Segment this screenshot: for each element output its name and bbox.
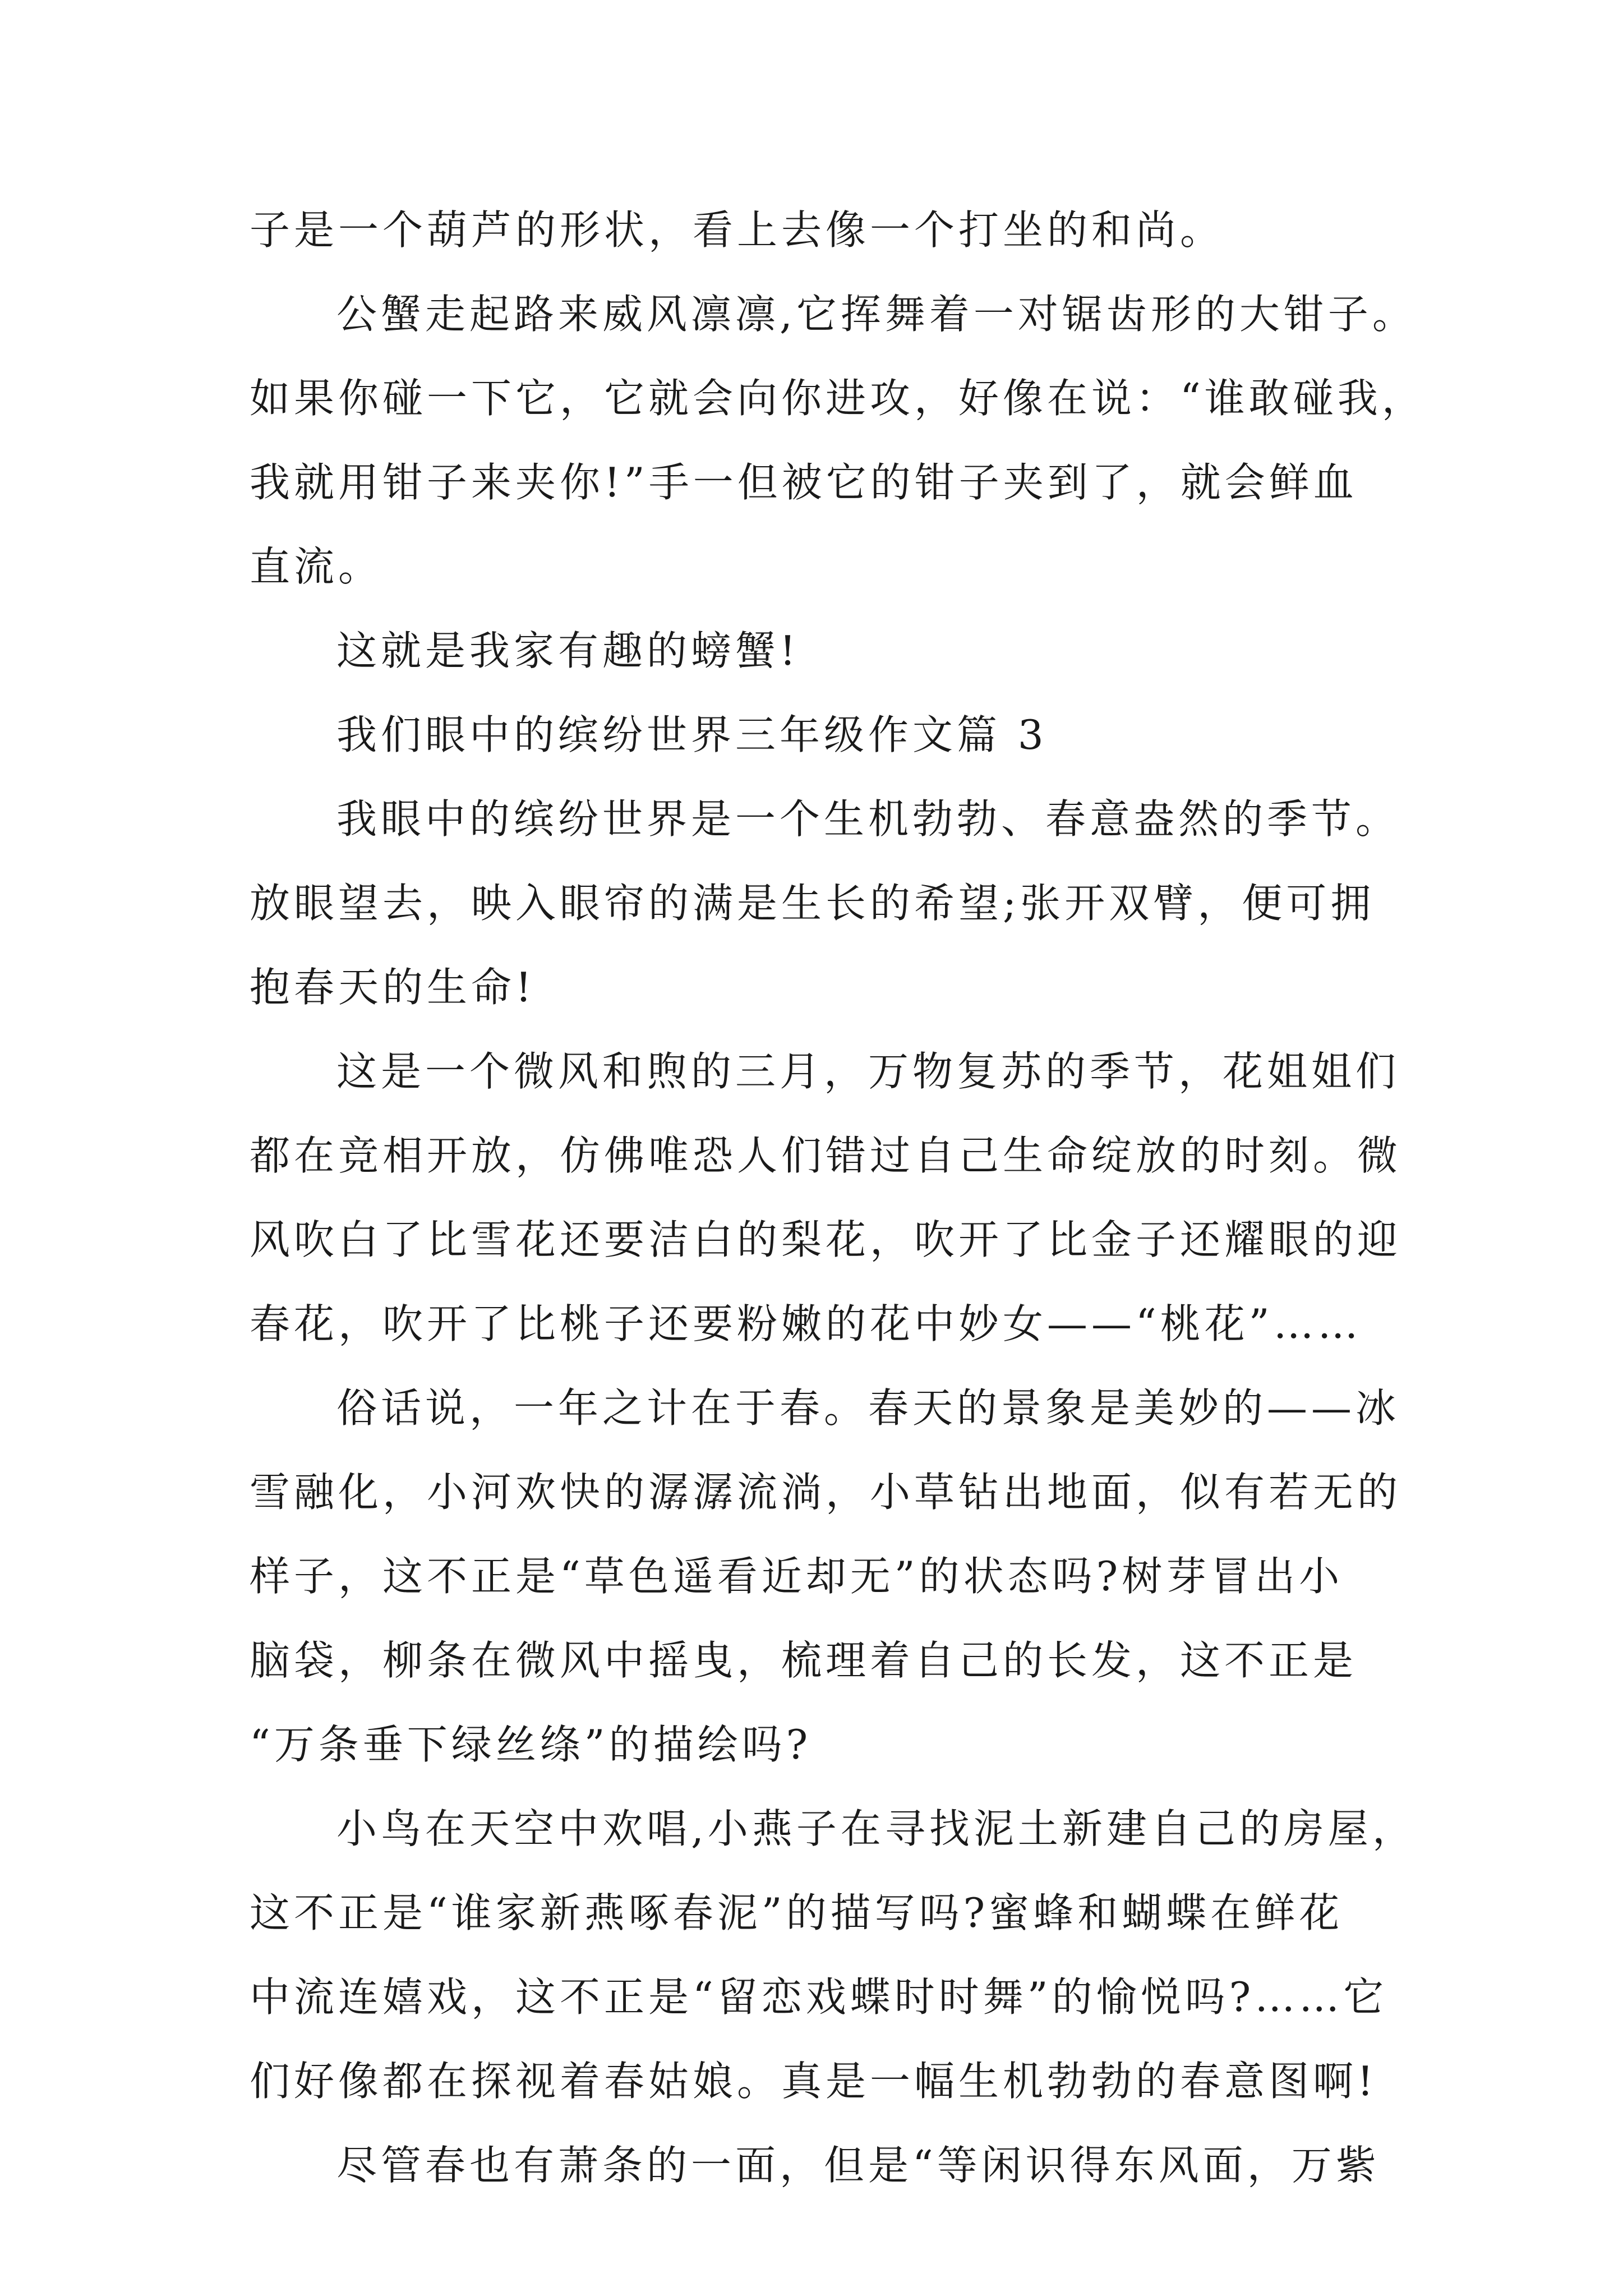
paragraph-first-line: 尽管春也有萧条的一面，但是“等闲识得东风面，万紫 <box>336 2142 1380 2189</box>
text-line: 我就用钳子来夹你!”手一但被它的钳子夹到了，就会鲜血 <box>250 459 1358 506</box>
text-line: 子是一个葫芦的形状，看上去像一个打坐的和尚。 <box>250 206 1225 254</box>
text-line: 们好像都在探视着春姑娘。真是一幅生机勃勃的春意图啊! <box>250 2058 1377 2105</box>
text-line: 中流连嬉戏，这不正是“留恋戏蝶时时舞”的愉悦吗?……它 <box>250 1973 1388 2021</box>
paragraph-first-line: 这就是我家有趣的螃蟹! <box>336 627 800 674</box>
paragraph-first-line: 公蟹走起路来威风凛凛,它挥舞着一对锯齿形的大钳子。 <box>336 291 1417 338</box>
text-line: 脑袋，柳条在微风中摇曳，梳理着自己的长发，这不正是 <box>250 1637 1358 1684</box>
text-line: “万条垂下绿丝绦”的描绘吗? <box>250 1721 812 1768</box>
text-line: 这不正是“谁家新燕啄春泥”的描写吗?蜜蜂和蝴蝶在鲜花 <box>250 1889 1344 1936</box>
text-line: 春花，吹开了比桃子还要粉嫩的花中妙女——“桃花”…… <box>250 1300 1362 1347</box>
text-line: 风吹白了比雪花还要洁白的梨花，吹开了比金子还耀眼的迎 <box>250 1216 1402 1263</box>
text-line: 抱春天的生命! <box>250 964 536 1011</box>
paragraph-first-line: 我眼中的缤纷世界是一个生机勃勃、春意盎然的季节。 <box>336 795 1400 843</box>
text-line: 都在竞相开放，仿佛唯恐人们错过自己生命绽放的时刻。微 <box>250 1132 1402 1179</box>
paragraph-first-line: 小鸟在天空中欢唱,小燕子在寻找泥土新建自己的房屋， <box>336 1805 1417 1852</box>
text-line: 样子，这不正是“草色遥看近却无”的状态吗?树芽冒出小 <box>250 1553 1344 1600</box>
text-line: 如果你碰一下它，它就会向你进攻，好像在说：“谁敢碰我， <box>250 375 1426 422</box>
text-line: 雪融化，小河欢快的潺潺流淌，小草钻出地面，似有若无的 <box>250 1469 1402 1516</box>
section-heading: 我们眼中的缤纷世界三年级作文篇 3 <box>336 711 1048 758</box>
paragraph-first-line: 这是一个微风和煦的三月，万物复苏的季节，花姐姐们 <box>336 1048 1400 1095</box>
text-line: 放眼望去，映入眼帘的满是生长的希望;张开双臂，便可拥 <box>250 880 1375 927</box>
paragraph-first-line: 俗话说，一年之计在于春。春天的景象是美妙的——冰 <box>336 1384 1400 1432</box>
text-line: 直流。 <box>250 543 383 590</box>
